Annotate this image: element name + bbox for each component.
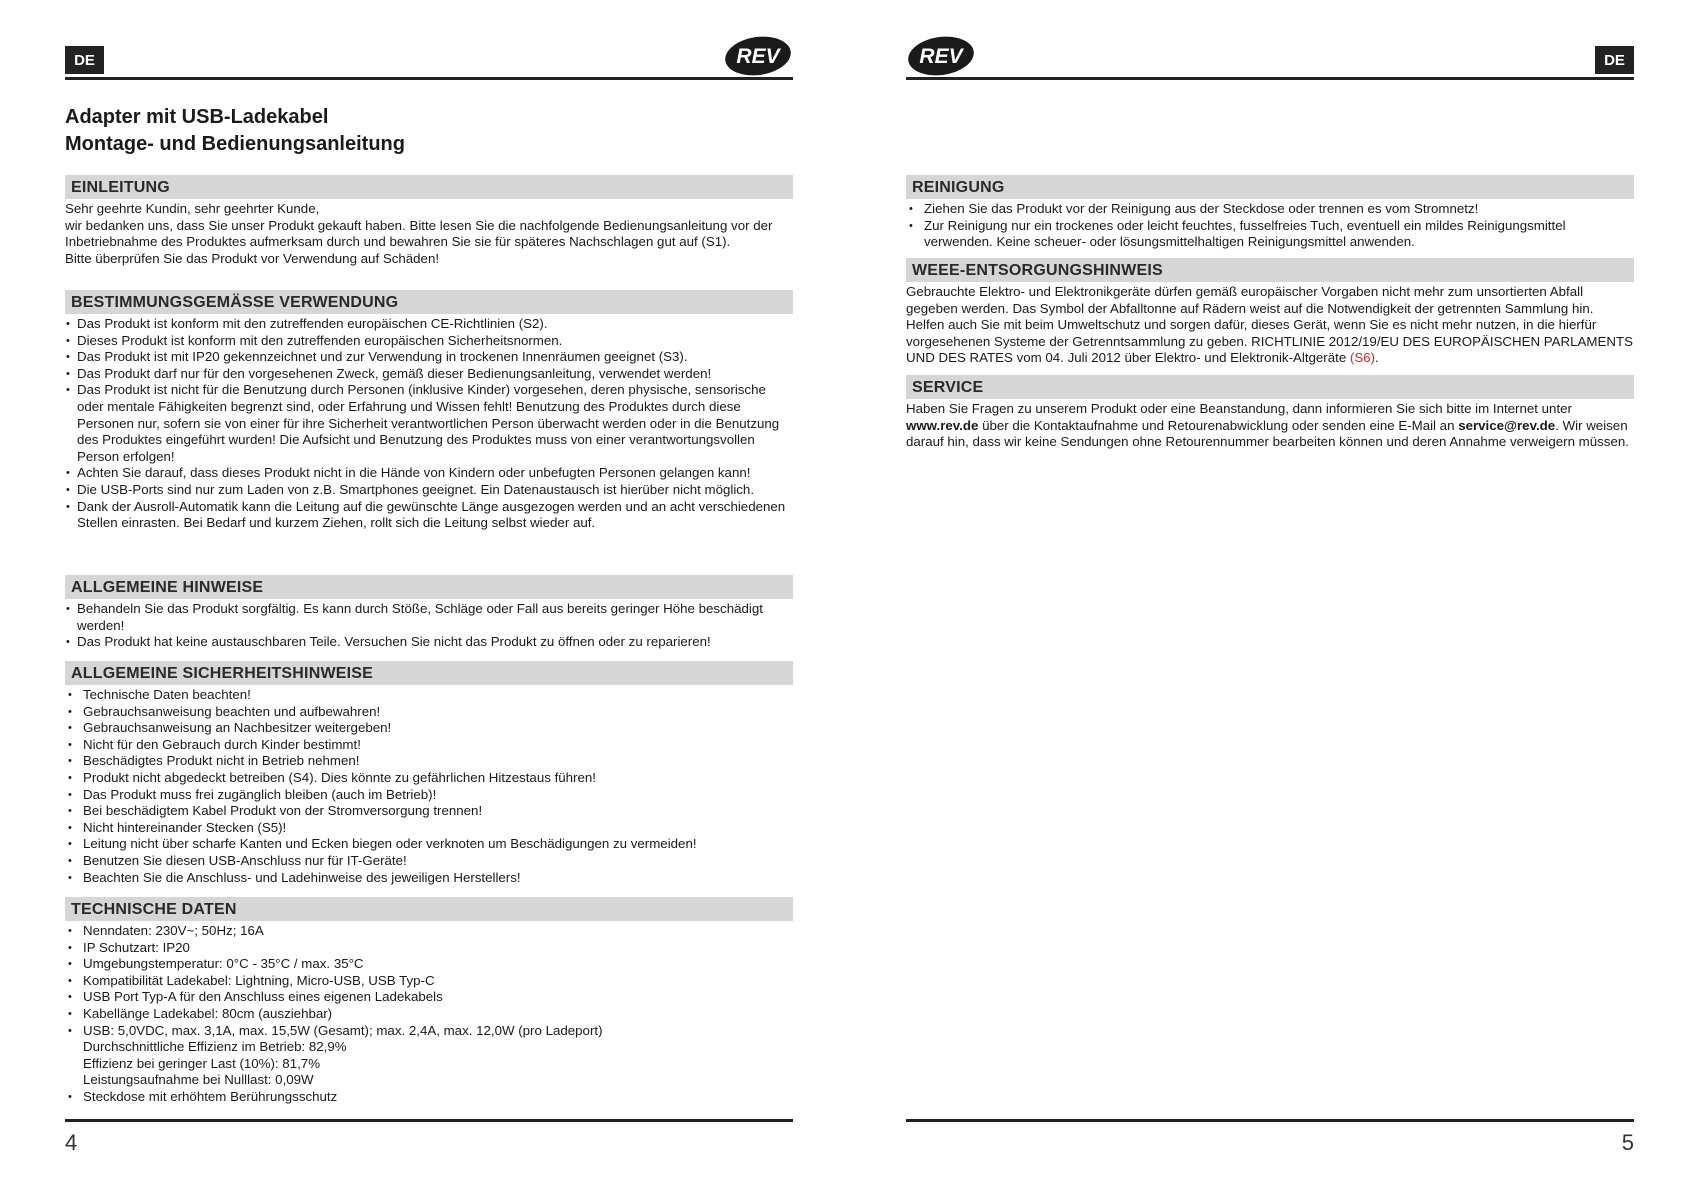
list-item: • Das Produkt darf nur für den vorgesehenen Zweck, gemäß dieser Bedienungsanleitung, verwendet werden! — [65, 366, 793, 383]
website-link[interactable]: www.rev.de — [906, 417, 979, 433]
list-item: • Dieses Produkt ist konform mit den zutreffenden europäischen Sicherheitsnormen. — [65, 333, 793, 350]
list-item: • Beschädigtes Produkt nicht in Betrieb nehmen! — [65, 753, 793, 770]
service-text-part: Haben Sie Fragen zu unserem Produkt oder eine Beanstandung, dann informieren Sie sich bitte im Internet unter — [906, 401, 1572, 416]
left-page — [65, 0, 793, 1201]
list-item-line: • USB Port Typ-A für den Anschluss eines eigenen Ladekabels — [83, 989, 443, 1005]
sicherheit-list — [65, 687, 793, 886]
list-item — [65, 923, 793, 940]
language-badge: DE — [65, 46, 104, 74]
list-item-line: • Steckdose mit erhöhtem Berührungsschutz — [83, 1088, 338, 1104]
service-text — [906, 401, 1634, 451]
svg-text:REV: REV — [919, 45, 963, 68]
list-item: • Beachten Sie die Anschluss- und Ladehinweise des jeweiligen Herstellers! — [65, 870, 793, 887]
section-heading: SERVICE — [906, 375, 1634, 399]
list-item — [65, 1089, 793, 1106]
bestimmung-list — [65, 316, 793, 532]
section-heading: ALLGEMEINE SICHERHEITSHINWEISE — [65, 661, 793, 685]
section-heading: BESTIMMUNGSGEMÄSSE VERWENDUNG — [65, 290, 793, 314]
section-bestimmung — [65, 290, 793, 532]
list-item: • Das Produkt ist konform mit den zutreffenden europäischen CE-Richtlinien (S2). — [65, 316, 793, 333]
list-item: • Dank der Ausroll-Automatik kann die Leitung auf die gewünschte Länge ausgezogen werden und an acht verschiedenen Stellen einrasten. Bei Bedarf und kurzem Ziehen, rollt sich die Leitung selbst wieder auf. — [65, 499, 793, 532]
list-item-line: Durchschnittliche Effizienz im Betrieb: 82,9% — [83, 1039, 347, 1055]
section-heading: EINLEITUNG — [65, 175, 793, 199]
list-item: • Gebrauchsanweisung an Nachbesitzer weitergeben! — [65, 720, 793, 737]
list-item-line: • Nenndaten: 230V~; 50Hz; 16A — [83, 923, 264, 938]
list-item: • Nicht für den Gebrauch durch Kinder bestimmt! — [65, 737, 793, 754]
top-rule — [65, 77, 793, 80]
title-line: Adapter mit USB-Ladekabel — [65, 106, 329, 128]
list-item — [65, 1006, 793, 1023]
document-title — [65, 104, 405, 158]
right-page — [906, 0, 1634, 1201]
section-technische-daten — [65, 897, 793, 1106]
list-item-line: • Umgebungstemperatur: 0°C - 35°C / max. 35°C — [83, 956, 364, 972]
email-link[interactable]: service@rev.de — [1458, 417, 1556, 433]
top-rule — [906, 77, 1634, 80]
rev-logo-icon — [906, 34, 976, 78]
list-item: • Das Produkt hat keine austauschbaren Teile. Versuchen Sie nicht das Produkt zu öffnen oder zu reparieren! — [65, 634, 793, 651]
list-item: • Behandeln Sie das Produkt sorgfältig. Es kann durch Stöße, Schläge oder Fall aus bereits geringer Höhe beschädigt werden! — [65, 601, 793, 634]
list-item: • Das Produkt ist mit IP20 gekennzeichnet und zur Verwendung in trockenen Innenräumen geeignet (S3). — [65, 349, 793, 366]
technik-list — [65, 923, 793, 1106]
einleitung-text — [65, 201, 793, 267]
rev-logo-icon — [723, 34, 793, 78]
paragraph: wir bedanken uns, dass Sie unser Produkt gekauft haben. Bitte lesen Sie die nachfolgende Bedienungsanleitung vor der Inbetriebnahme des Produktes aufmerksam durch und bewahren Sie sie für späteres Nachschlagen gut auf (S1). — [65, 217, 773, 250]
title-line: Montage- und Bedienungsanleitung — [65, 133, 405, 155]
bottom-rule — [906, 1119, 1634, 1122]
list-item: • Gebrauchsanweisung beachten und aufbewahren! — [65, 704, 793, 721]
paragraph: Bitte überprüfen Sie das Produkt vor Verwendung auf Schäden! — [65, 250, 440, 266]
list-item: • Leitung nicht über scharfe Kanten und Ecken biegen oder verknoten um Beschädigungen zu vermeiden! — [65, 836, 793, 853]
list-item: • Die USB-Ports sind nur zum Laden von z.B. Smartphones geeignet. Ein Datenaustausch ist hierüber nicht möglich. — [65, 482, 793, 499]
list-item — [65, 989, 793, 1006]
list-item — [65, 973, 793, 990]
page-number: 4 — [65, 1130, 78, 1155]
list-item: • Benutzen Sie diesen USB-Anschluss nur für IT-Geräte! — [65, 853, 793, 870]
list-item: • Ziehen Sie das Produkt vor der Reinigung aus der Steckdose oder trennen es vom Stromnetz! — [906, 201, 1634, 218]
list-item: • Achten Sie darauf, dass dieses Produkt nicht in die Hände von Kindern oder unbefugten Personen gelangen kann! — [65, 465, 793, 482]
figure-reference: (S6) — [1349, 350, 1376, 366]
list-item-line: • USB: 5,0VDC, max. 3,1A, max. 15,5W (Gesamt); max. 2,4A, max. 12,0W (pro Ladeport) — [83, 1022, 603, 1038]
section-heading: TECHNISCHE DATEN — [65, 897, 793, 921]
paragraph: Sehr geehrte Kundin, sehr geehrter Kunde, — [65, 201, 320, 216]
section-einleitung — [65, 175, 793, 267]
list-item-line: • IP Schutzart: IP20 — [83, 939, 190, 955]
list-item-line: Effizienz bei geringer Last (10%): 81,7% — [83, 1055, 321, 1071]
svg-text:REV: REV — [736, 45, 780, 68]
section-allgemeine-hinweise — [65, 575, 793, 651]
section-reinigung — [906, 175, 1634, 251]
section-weee — [906, 258, 1634, 367]
section-sicherheitshinweise — [65, 661, 793, 886]
weee-text — [906, 284, 1634, 367]
list-item — [65, 940, 793, 957]
list-item: • Technische Daten beachten! — [65, 687, 793, 704]
list-item: • Das Produkt muss frei zugänglich bleiben (auch im Betrieb)! — [65, 787, 793, 804]
list-item-line: • Kompatibilität Ladekabel: Lightning, Micro-USB, USB Typ-C — [83, 972, 435, 988]
section-service — [906, 375, 1634, 451]
section-heading: ALLGEMEINE HINWEISE — [65, 575, 793, 599]
list-item: • Produkt nicht abgedeckt betreiben (S4). Dies könnte zu gefährlichen Hitzestaus führen! — [65, 770, 793, 787]
bottom-rule — [65, 1119, 793, 1122]
reinigung-list — [906, 201, 1634, 251]
service-text-part: über die Kontaktaufnahme und Retourenabwicklung oder senden eine E-Mail an — [982, 417, 1455, 433]
weee-paragraph: Gebrauchte Elektro- und Elektronikgeräte dürfen gemäß europäischer Vorgaben nicht mehr zum unsortierten Abfall gegeben werden. Das Symbol der Abfalltonne auf Rädern weist auf die Notwendigkeit der getrennten Sammlung hin. Helfen auch Sie mit beim Umweltschutz und sorgen dafür, dieses Gerät, wenn Sie es nicht mehr nutzen, in die hierfür vorgesehenen Systeme der Getrenntsammlung zu geben. RICHTLINIE 2012/19/EU DES EUROPÄISCHEN PARLAMENTS UND DES RATES vom 04. Juli 2012 über Elektro- und Elektronik-Altgeräte — [906, 284, 1633, 366]
list-item: • Das Produkt ist nicht für die Benutzung durch Personen (inklusive Kinder) vorgesehen, deren physische, sensorische oder mentale Fähigkeiten begrenzt sind, oder Erfahrung und Wissen fehlt! Benutzung des Produktes durch diese Personen nur, sofern sie von einer für ihre Sicherheit verantwortlichen Person überwacht werden oder in die Benutzung des Produktes eingeführt wurden! Die Aufsicht und Benutzung des Produktes muss von einer verantwortungsvollen Person erfolgen! — [65, 382, 793, 465]
list-item: • Nicht hintereinander Stecken (S5)! — [65, 820, 793, 837]
section-heading: WEEE-ENTSORGUNGSHINWEIS — [906, 258, 1634, 282]
language-badge: DE — [1595, 46, 1634, 74]
section-heading: REINIGUNG — [906, 175, 1634, 199]
list-item — [65, 956, 793, 973]
list-item-line: • Kabellänge Ladekabel: 80cm (ausziehbar) — [83, 1005, 333, 1021]
allgemein-list — [65, 601, 793, 651]
list-item: • Bei beschädigtem Kabel Produkt von der Stromversorgung trennen! — [65, 803, 793, 820]
page-number: 5 — [1621, 1130, 1634, 1155]
list-item-line: Leistungsaufnahme bei Nulllast: 0,09W — [83, 1072, 314, 1088]
service-text-part: . Wir weisen darauf hin, dass wir keine Sendungen ohne Retourennummer bearbeiten können und deren Annahme verweigern müssen. — [906, 417, 1629, 450]
punctuation: . — [1375, 350, 1379, 366]
list-item: • Zur Reinigung nur ein trockenes oder leicht feuchtes, fusselfreies Tuch, eventuell ein mildes Reinigungsmittel verwenden. Keine scheuer- oder lösungsmittelhaltigen Reinigungsmittel anwenden. — [906, 218, 1634, 251]
list-item — [65, 1023, 793, 1089]
